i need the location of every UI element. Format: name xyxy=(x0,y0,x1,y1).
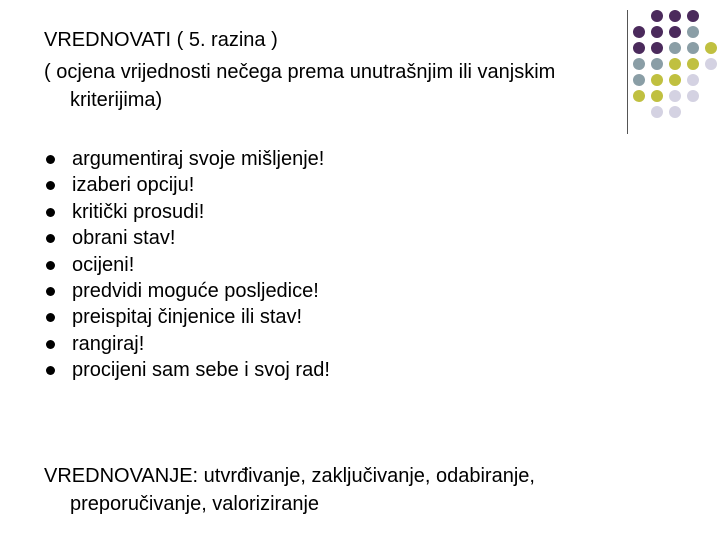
list-item-text: kritički prosudi! xyxy=(72,200,205,223)
list-item xyxy=(44,252,330,278)
subtitle-line-1: ( ocjena vrijednosti nečega prema unutrašnjim ili vanjskim xyxy=(44,61,556,83)
list-item-text: obrani stav! xyxy=(72,227,176,250)
bullet-icon xyxy=(46,234,55,243)
footer-line-1: VREDNOVANJE: utvrđivanje, zaključivanje, odabiranje, xyxy=(44,465,535,487)
decorative-dot xyxy=(705,58,717,70)
decorative-dot xyxy=(669,106,681,118)
list-item xyxy=(44,172,330,198)
decorative-dot xyxy=(669,90,681,102)
footer-definition xyxy=(44,462,684,518)
bullet-list xyxy=(44,146,330,384)
decorative-dot xyxy=(669,26,681,38)
bullet-icon xyxy=(46,287,55,296)
bullet-icon xyxy=(46,340,55,349)
subtitle-line-2: kriterijima) xyxy=(70,89,163,111)
list-item xyxy=(44,146,330,172)
decorative-dot xyxy=(705,42,717,54)
decorative-dot xyxy=(687,26,699,38)
list-item-text: izaberi opciju! xyxy=(72,174,195,197)
list-item xyxy=(44,331,330,357)
slide-title: VREDNOVATI ( 5. razina ) xyxy=(44,29,278,51)
decorative-dot xyxy=(633,26,645,38)
bullet-icon xyxy=(46,313,55,322)
slide-subtitle xyxy=(44,58,664,114)
decorative-dot xyxy=(687,90,699,102)
bullet-icon xyxy=(46,208,55,217)
decorative-dot xyxy=(669,58,681,70)
bullet-icon xyxy=(46,155,55,164)
list-item-text: ocijeni! xyxy=(72,253,135,276)
decorative-dot xyxy=(651,42,663,54)
decorative-dot xyxy=(687,58,699,70)
list-item-text: argumentiraj svoje mišljenje! xyxy=(72,148,325,170)
list-item xyxy=(44,199,330,225)
list-item-text: preispitaj činjenice ili stav! xyxy=(72,306,303,329)
list-item-text: procijeni sam sebe i svoj rad! xyxy=(72,359,330,382)
list-item xyxy=(44,304,330,330)
list-item xyxy=(44,225,330,251)
list-item xyxy=(44,278,330,304)
decorative-dot xyxy=(687,42,699,54)
bullet-icon xyxy=(46,181,55,190)
decorative-dot xyxy=(651,26,663,38)
list-item-text: rangiraj! xyxy=(72,332,145,355)
decorative-dot xyxy=(669,42,681,54)
decorative-dot xyxy=(687,74,699,86)
decorative-dot xyxy=(651,10,663,22)
list-item-text: predvidi moguće posljedice! xyxy=(72,280,319,303)
list-item xyxy=(44,357,330,383)
bullet-icon xyxy=(46,261,55,270)
footer-line-2: preporučivanje, valoriziranje xyxy=(70,493,320,515)
decorative-dot xyxy=(687,10,699,22)
decorative-dot xyxy=(669,74,681,86)
bullet-icon xyxy=(46,366,55,375)
decorative-dot xyxy=(669,10,681,22)
decorative-dot xyxy=(633,42,645,54)
